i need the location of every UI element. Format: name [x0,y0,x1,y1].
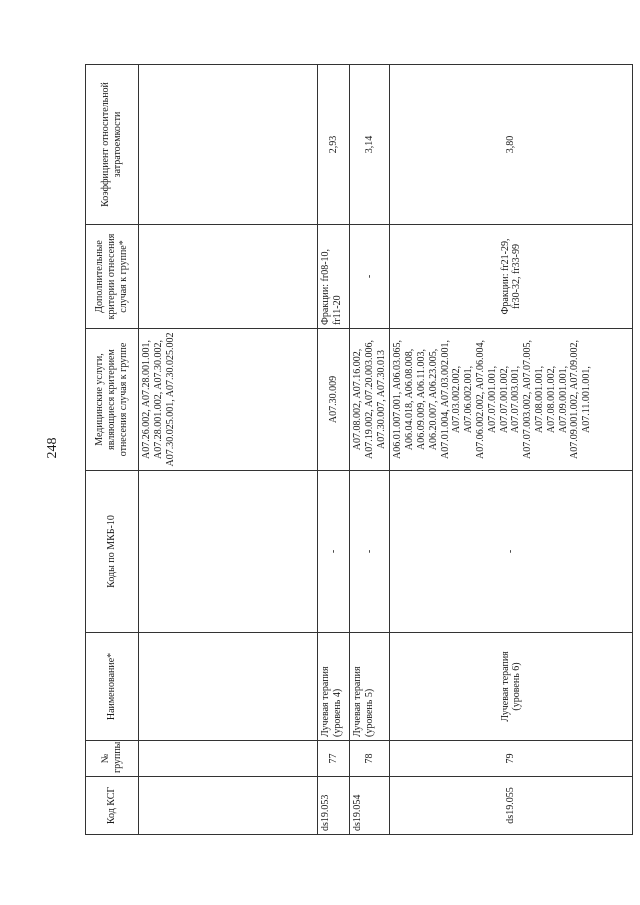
tariff-table-frame [85,65,610,835]
header-name: Наименование* [86,633,139,741]
code-cell: ds19.053 [318,777,350,835]
coef-cell: 3,14 [350,65,390,225]
table-cell [139,777,318,835]
services-cell: A06.01.007.001, A06.03.065, A06.04.018, A06.08.008, A06.09.009, A06.11.003, A06.20.007, A06.23.005, A07.01.004, A07.03.002.001, A07.03.002.002, A07.06.002.001, A07.06.002.002, A07.06.004, A07.07.001.001, A07.07.001.002, A07.07.003.001, A07.07.003.002, A07.07.005, A07.08.001.001, A07.08.001.002, A07.09.001.001, A07.09.001.002, A07.09.002, A07.11.001.001, [390,329,633,471]
ksg-table [85,64,633,835]
page-number: 248 [45,437,60,459]
name-cell: Лучевая терапия (уровень 4) [318,633,350,741]
header-coef: Коэффициент относительной затратоемкости [86,65,139,225]
number-cell: 77 [318,741,350,777]
header-extra: Дополнительные критерии отнесения случая к группе* [86,225,139,329]
header-code: Код КСГ [86,777,139,835]
table-row [390,65,633,835]
mkb-cell: - [350,471,390,633]
name-cell: Лучевая терапия (уровень 5) [350,633,390,741]
coef-cell: 3,80 [390,65,633,225]
table-cell [139,741,318,777]
table-row [350,65,390,835]
code-cell: ds19.054 [350,777,390,835]
coef-cell: 2,93 [318,65,350,225]
number-cell: 79 [390,741,633,777]
mkb-cell: - [390,471,633,633]
mkb-cell: - [318,471,350,633]
table-header-row [86,65,139,835]
table-row-continuation [139,65,318,835]
header-services: Медицинские услуги, являющиеся критерием отнесения случая к группе [86,329,139,471]
extra-cell: Фракции: fr08-10, fr11-20 [318,225,350,329]
extra-cell: - [350,225,390,329]
table-cell [139,471,318,633]
extra-cell: Фракции: fr21-29, fr30-32, fr33-99 [390,225,633,329]
table-cell [139,225,318,329]
header-number: № группы [86,741,139,777]
code-cell: ds19.055 [390,777,633,835]
number-cell: 78 [350,741,390,777]
services-cell: A07.26.002, A07.28.001.001, A07.28.001.002, A07.30.002, A07.30.025.001, A07.30.025.002 [139,329,318,471]
table-row [318,65,350,835]
table-cell [139,633,318,741]
table-cell [139,65,318,225]
services-cell: A07.30.009 [318,329,350,471]
header-mkb: Коды по МКБ-10 [86,471,139,633]
name-cell: Лучевая терапия (уровень 6) [390,633,633,741]
services-cell: A07.08.002, A07.16.002, A07.19.002, A07.20.003.006, A07.30.007, A07.30.013 [350,329,390,471]
